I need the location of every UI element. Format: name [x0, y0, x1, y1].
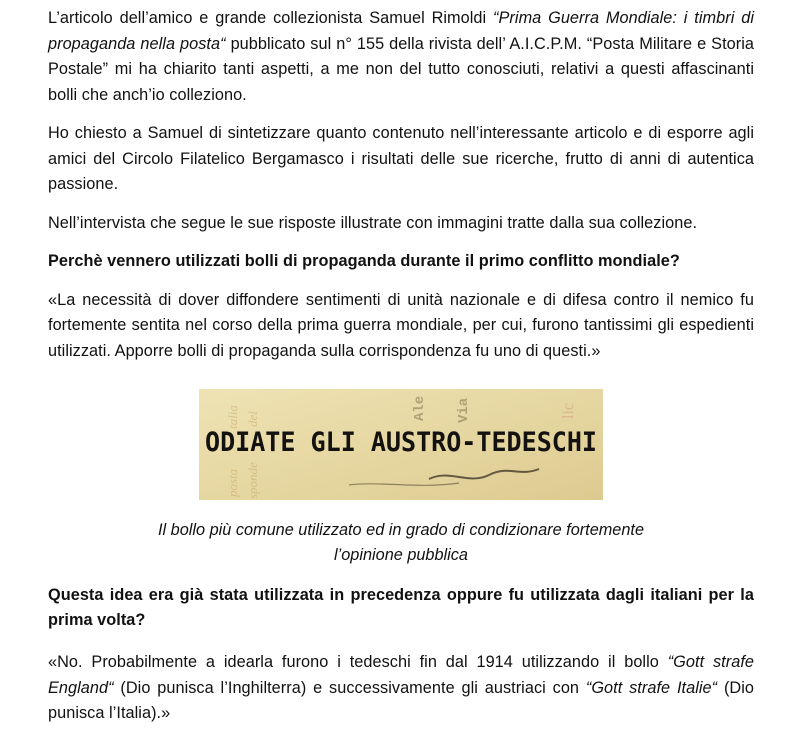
stamp-caption: [48, 518, 754, 568]
faint-print-mid: Ale: [412, 395, 428, 421]
paragraph-3: Nell’intervista che segue le sue risposte illustrate con immagini tratte dalla sua collezione.: [48, 213, 698, 232]
caption-line-2: l’opinione pubblica: [334, 546, 468, 564]
question-1: Perchè vennero utilizzati bolli di propaganda durante il primo conflitto mondiale?: [48, 252, 680, 270]
answer-2-quote-2: “Gott strafe Italie“: [585, 678, 718, 697]
faint-print-left-4: sponde: [245, 462, 260, 499]
faint-print-left-3: posta: [225, 468, 240, 497]
faint-print-left-2: del: [245, 411, 260, 427]
answer-2-block: [48, 650, 754, 727]
answer-2-quote-1: “Gott strafe England“: [48, 653, 754, 697]
article-body: [48, 6, 754, 377]
answer-2: [48, 650, 754, 727]
stamp-image: [199, 389, 603, 500]
stamp-text: ODIATE GLI AUSTRO-TEDESCHI: [205, 427, 597, 458]
caption-line-1: Il bollo più comune utilizzato ed in grado di condizionare fortemente: [157, 521, 644, 539]
paragraph-2: Ho chiesto a Samuel di sintetizzare quanto contenuto nell’interessante articolo e di esporre agli amici del Circolo Filatelico Bergamasco i risultati delle sue ricerche, frutto di anni di autentica passione.: [48, 124, 754, 193]
intro-paragraph: [48, 6, 754, 108]
intro-text-2: pubblicato sul n° 155 della rivista dell’ A.I.C.P.M. “Posta Militare e Storia Postale” mi ha chiarito tanti aspetti, a me non del tutto conosciuti, relativi a questi affascinanti bolli che anch’io colleziono.: [48, 34, 755, 104]
faint-print-left: talia: [225, 405, 240, 429]
question-2: Questa idea era già stata utilizzata in precedenza oppure fu utilizzata dagli italiani per la prima volta?: [48, 586, 754, 629]
answer-2-text-3: (Dio punisca l’Italia).»: [48, 678, 754, 722]
faint-print-right: lic: [560, 403, 577, 419]
answer-1: «La necessità di dover diffondere sentimenti di unità nazionale e di difesa contro il nemico fu fortemente sentita nel corso della prima guerra mondiale, per cui, furono tantissimi gli espedienti utilizzati. Apporre bolli di propaganda sulla corrispondenza fu uno di questi.»: [48, 290, 754, 360]
intro-text-1: L’articolo dell’amico e grande collezionista Samuel Rimoldi: [48, 9, 494, 27]
answer-2-text-2: (Dio punisca l’Inghilterra) e successivamente gli austriaci con: [113, 678, 586, 697]
article-title: “Prima Guerra Mondiale: i timbri di propaganda nella posta“: [48, 9, 754, 53]
faint-print-mid-2: Via: [456, 397, 472, 423]
answer-2-text-1: «No. Probabilmente a idearla furono i tedeschi fin dal 1914 utilizzando il bollo: [48, 653, 668, 671]
question-2-block: [48, 583, 754, 646]
